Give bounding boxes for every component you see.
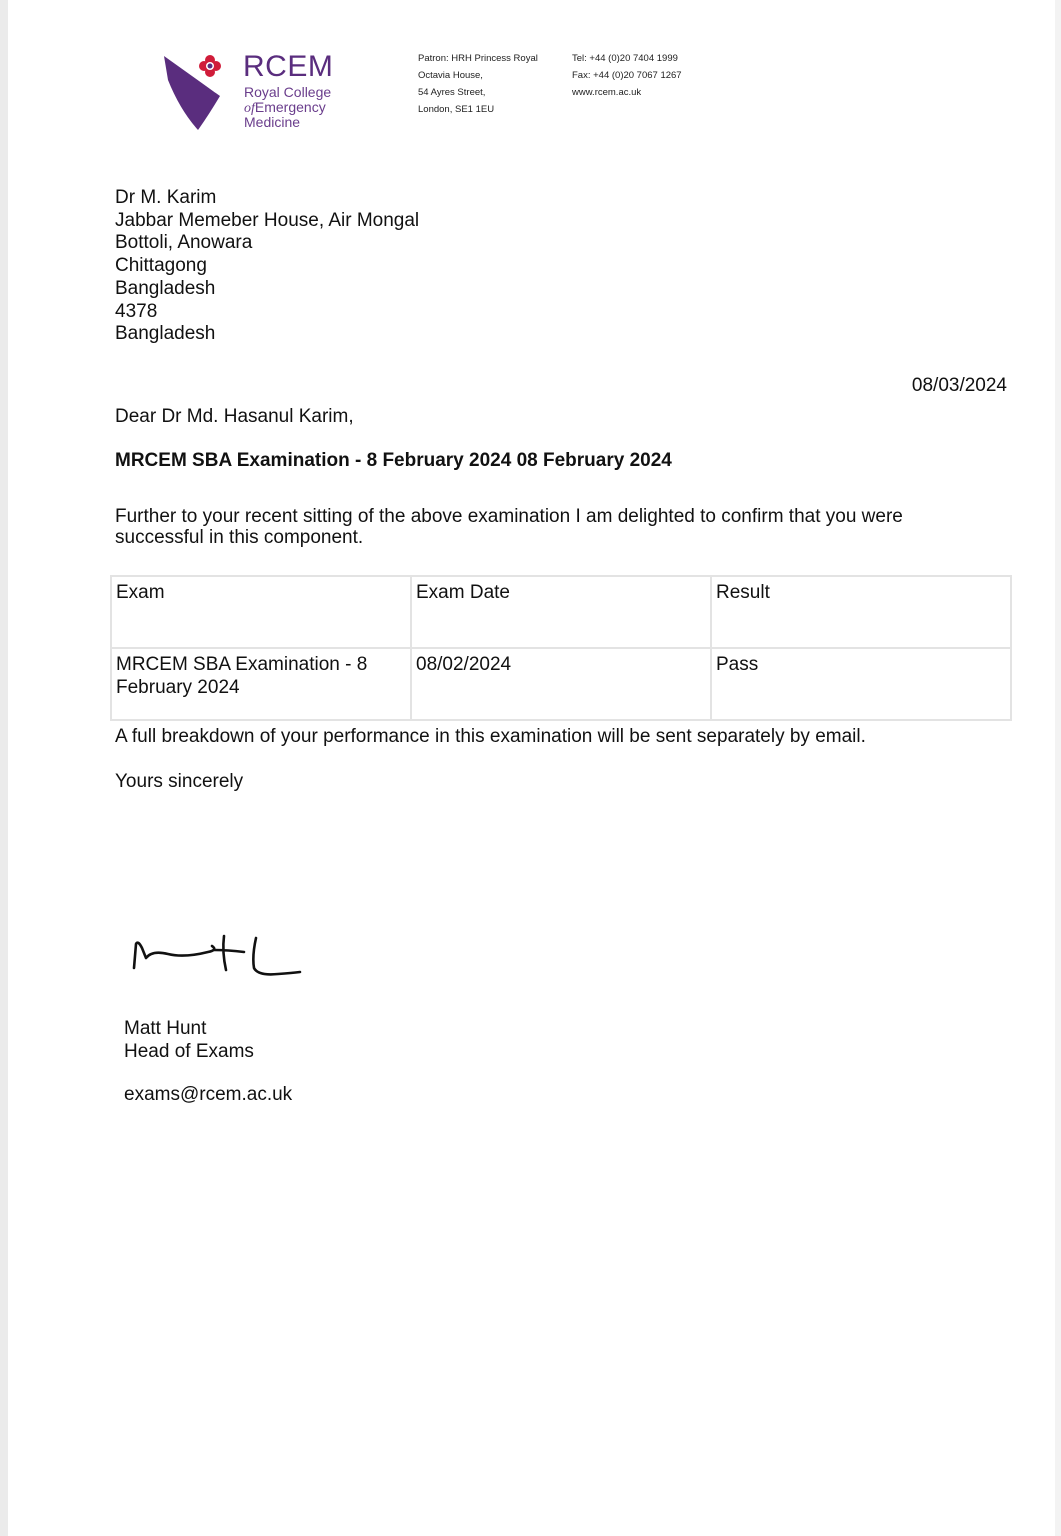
- logo-line-1: Royal College: [244, 84, 332, 100]
- signatory-name: Matt Hunt: [124, 1018, 207, 1039]
- recipient-line: Chittagong: [115, 255, 207, 277]
- page-edge-right: [1055, 0, 1061, 1536]
- recipient-line: Jabbar Memeber House, Air Mongal: [115, 209, 420, 231]
- cell-result: Pass: [711, 648, 1011, 720]
- breakdown-note: A full breakdown of your performance in this examination will be sent separately by email.: [115, 726, 866, 747]
- cell-exam: MRCEM SBA Examination - 8 February 2024: [111, 648, 411, 720]
- logo-of: of: [244, 101, 255, 116]
- letterhead-contact: [572, 50, 682, 101]
- contact-website: www.rcem.ac.uk: [572, 87, 642, 98]
- letter-subject: MRCEM SBA Examination - 8 February 2024 08 February 2024: [115, 450, 672, 471]
- address-line: Patron: HRH Princess Royal: [418, 53, 538, 64]
- header-result: Result: [711, 576, 1011, 648]
- letter-body: Further to your recent sitting of the above examination I am delighted to confirm that you were successful in this component.: [115, 506, 903, 548]
- address-line: Octavia House,: [418, 70, 483, 81]
- letter-date: 08/03/2024: [911, 375, 1007, 396]
- address-line: London, SE1 1EU: [418, 104, 495, 115]
- page-edge-left: [0, 0, 8, 1536]
- recipient-line: Bangladesh: [115, 323, 216, 345]
- table-row: [111, 648, 1011, 720]
- letterhead-address: [418, 50, 538, 118]
- address-line: 54 Ayres Street,: [418, 87, 486, 98]
- contact-fax: Fax: +44 (0)20 7067 1267: [572, 70, 682, 81]
- header-exam: Exam: [111, 576, 411, 648]
- recipient-line: Dr M. Karim: [115, 187, 217, 208]
- logo-emergency: Emergency: [254, 99, 326, 115]
- recipient-line: Bottoli, Anowara: [115, 232, 253, 254]
- signatory-title: Head of Exams: [124, 1040, 254, 1062]
- header-exam-date: Exam Date: [411, 576, 711, 648]
- contact-tel: Tel: +44 (0)20 7404 1999: [572, 53, 678, 64]
- signature-image: [128, 930, 308, 982]
- signatory-email: exams@rcem.ac.uk: [124, 1084, 293, 1105]
- table-header-row: [111, 576, 1011, 648]
- closing: Yours sincerely: [115, 771, 244, 792]
- logo-wordmark: RCEM: [243, 50, 334, 83]
- cell-exam-date: 08/02/2024: [411, 648, 711, 720]
- recipient-address: [115, 187, 419, 346]
- logo-line-3: Medicine: [244, 114, 301, 130]
- recipient-line: 4378: [115, 300, 158, 322]
- results-table: [110, 575, 1012, 721]
- signatory-block: [124, 1018, 254, 1063]
- salutation: Dear Dr Md. Hasanul Karim,: [115, 406, 354, 427]
- rcem-logo-icon: [160, 50, 240, 140]
- recipient-line: Bangladesh: [115, 277, 216, 299]
